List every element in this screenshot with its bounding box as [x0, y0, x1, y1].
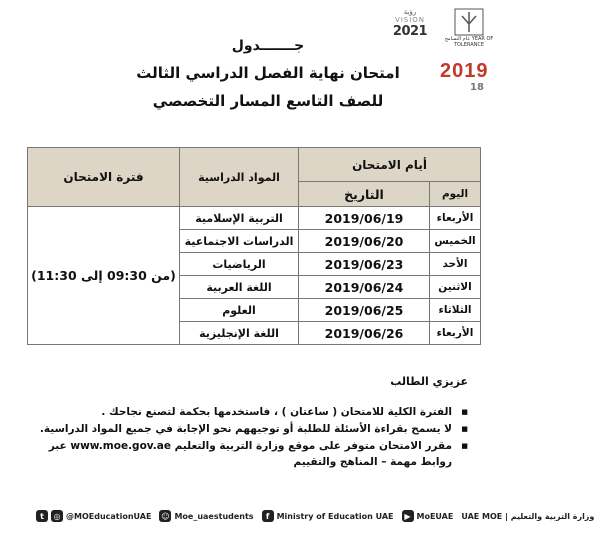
- year-label: 2019: [440, 60, 489, 82]
- period-cell: [28, 207, 180, 345]
- notes-list: [38, 404, 468, 470]
- footer-youtube[interactable]: [402, 510, 454, 522]
- footer-brand: [461, 512, 594, 521]
- period-value: (من 09:30 إلى 11:30): [31, 268, 176, 283]
- list-item: ■ الفترة الكلية للامتحان ( ساعتان ) ، فاستخدمها بحكمة لتصنع نجاحك .: [38, 404, 452, 420]
- youtube-icon: ▶: [402, 510, 414, 522]
- tolerance-emblem-icon: [454, 8, 484, 36]
- header-period: فترة الامتحان: [28, 148, 180, 207]
- subject-cell: الدراسات الاجتماعية: [180, 230, 299, 253]
- student-notes: [38, 375, 468, 471]
- footer-snapchat[interactable]: [159, 510, 253, 522]
- list-item: ■ مقرر الامتحان متوفر على موقع وزارة التربية والتعليم www.moe.gov.ae عبر روابط مهمة – المناهج والتقييم: [38, 438, 452, 470]
- date-cell: 2019/06/24: [299, 276, 430, 299]
- header-subjects: المواد الدراسية: [180, 148, 299, 207]
- date-cell: 2019/06/19: [299, 207, 430, 230]
- footer-facebook[interactable]: [262, 510, 394, 522]
- vision-year: 2021: [392, 24, 428, 39]
- year-of-tolerance-logo: [444, 8, 494, 48]
- notes-lead: عزيزي الطالب: [390, 375, 468, 388]
- exam-schedule-table: [27, 147, 481, 345]
- facebook-handle: Ministry of Education UAE: [276, 511, 394, 521]
- twitter-handle: @MOEducationUAE: [66, 511, 152, 521]
- date-cell: 2019/06/23: [299, 253, 430, 276]
- date-cell: 2019/06/25: [299, 299, 430, 322]
- header: [0, 0, 536, 110]
- vision-arabic: رؤية: [403, 8, 417, 16]
- header-exam-days: أيام الامتحان: [299, 148, 481, 182]
- year-sub-label: 18: [470, 82, 484, 93]
- subject-cell: الرياضيات: [180, 253, 299, 276]
- header-date: التاريخ: [299, 182, 430, 207]
- date-cell: 2019/06/20: [299, 230, 430, 253]
- snapchat-icon: ☺: [161, 511, 170, 521]
- footer-social-bar: [0, 506, 594, 526]
- subject-cell: اللغة الإنجليزية: [180, 322, 299, 345]
- subject-cell: اللغة العربية: [180, 276, 299, 299]
- day-cell: الاثنين: [430, 276, 481, 299]
- tolerance-text: عام التسامح YEAR OF TOLERANCE: [444, 36, 494, 48]
- subject-cell: العلوم: [180, 299, 299, 322]
- footer-twitter[interactable]: [36, 510, 151, 522]
- facebook-icon: f: [262, 510, 274, 522]
- instagram-icon: ◎: [51, 510, 63, 522]
- twitter-icon: t: [36, 510, 48, 522]
- day-cell: الثلاثاء: [430, 299, 481, 322]
- day-cell: الأربعاء: [430, 207, 481, 230]
- snapchat-handle: Moe_uaestudents: [174, 511, 254, 521]
- header-logos: [390, 8, 494, 48]
- title-schedule: جـــــــدول: [231, 38, 305, 54]
- youtube-handle: MoEUAE: [416, 511, 454, 521]
- vision-english: VISION: [394, 16, 426, 24]
- list-item: ■ لا يسمح بقراءة الأسئلة للطلبة أو توجيههم نحو الإجابة في جميع المواد الدراسية.: [38, 421, 452, 437]
- vision-2021-logo: [390, 8, 430, 39]
- day-cell: الأحد: [430, 253, 481, 276]
- brand-text: UAE MOE | وزارة التربية والتعليم: [461, 511, 594, 521]
- date-cell: 2019/06/26: [299, 322, 430, 345]
- day-cell: الأربعاء: [430, 322, 481, 345]
- title-exam: امتحان نهاية الفصل الدراسي الثالث: [136, 64, 400, 82]
- header-day: اليوم: [430, 182, 481, 207]
- title-grade: للصف التاسع المسار التخصصي: [152, 92, 384, 110]
- table-row: [28, 207, 481, 230]
- day-cell: الخميس: [430, 230, 481, 253]
- subject-cell: التربية الإسلامية: [180, 207, 299, 230]
